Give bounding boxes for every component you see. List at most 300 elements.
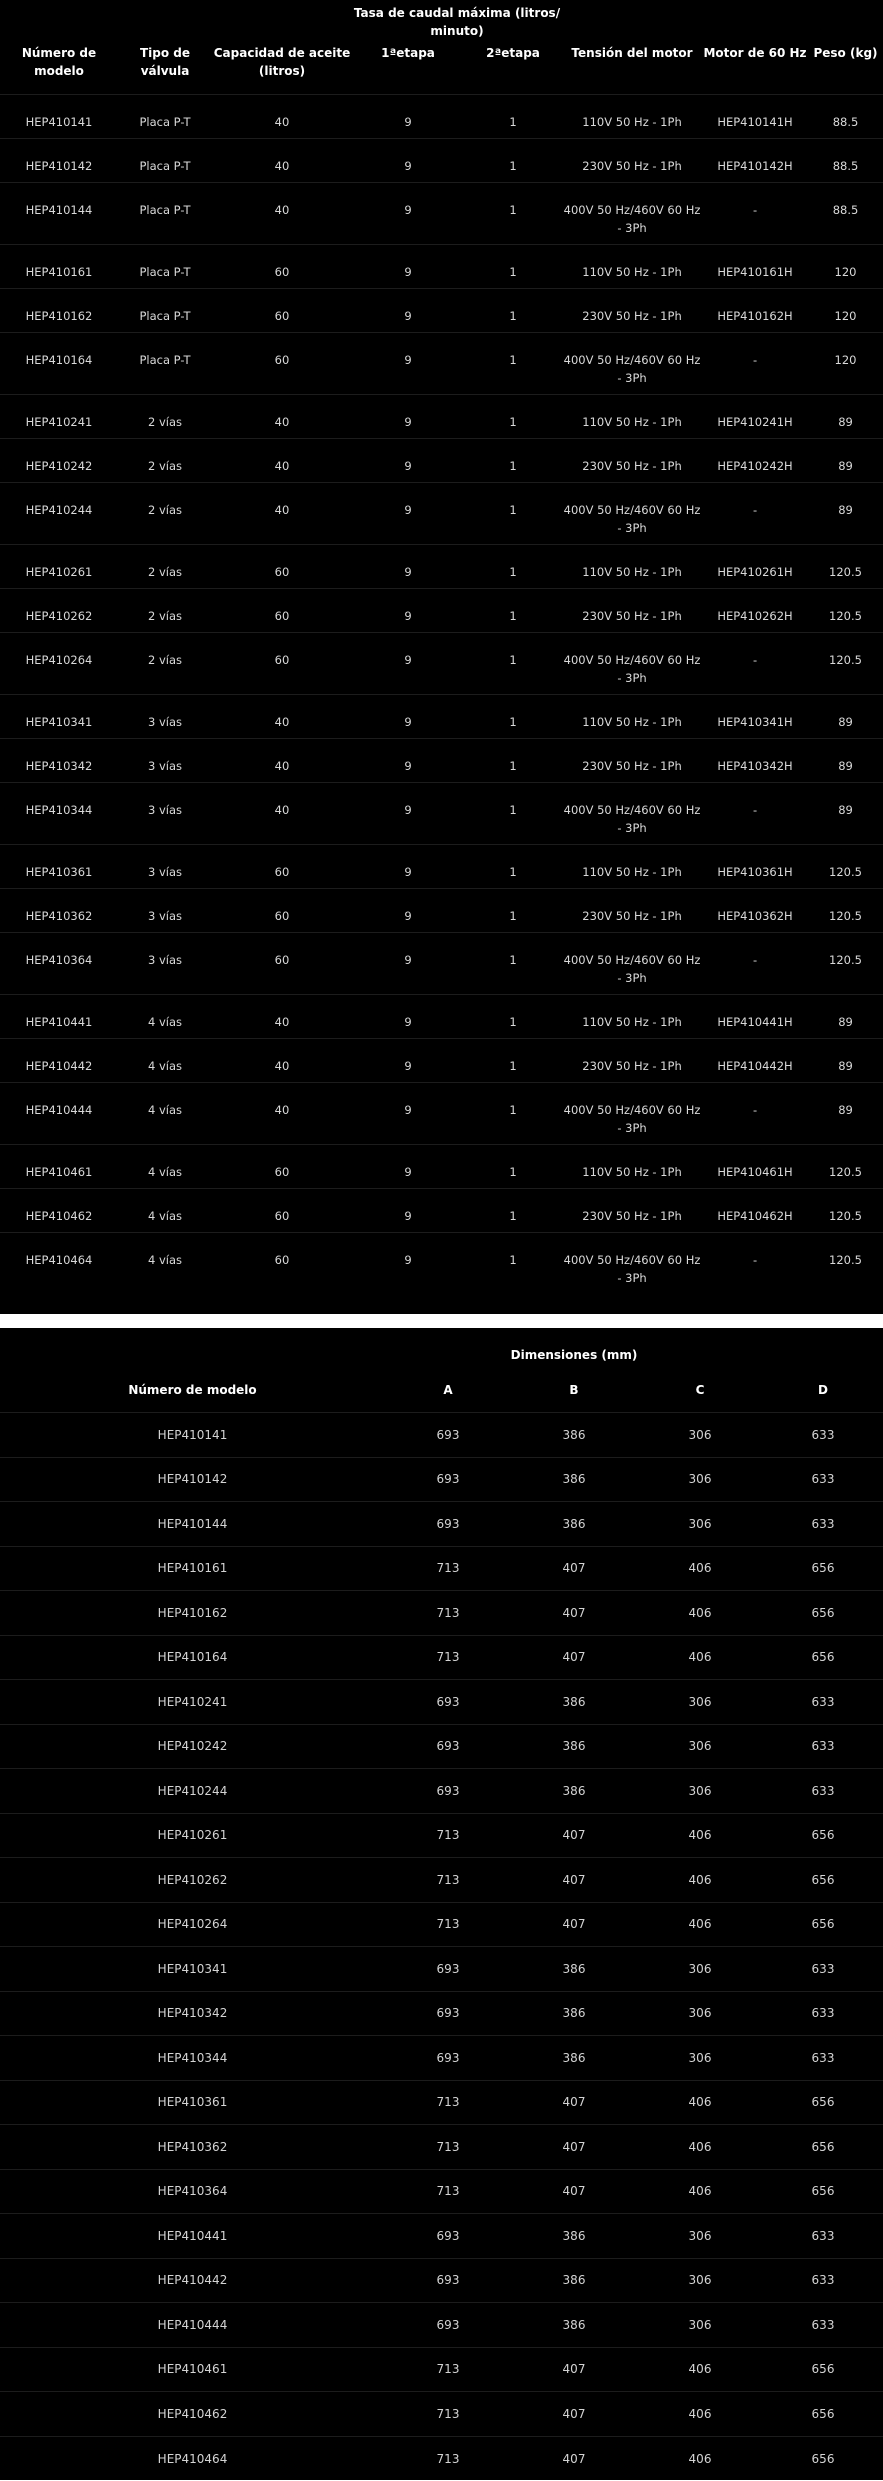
cell-model: HEP410361 — [157, 2095, 228, 2110]
cell-valve: 2 vías — [147, 459, 182, 473]
table-row — [0, 2303, 883, 2348]
cell-b: 407 — [562, 1828, 586, 1843]
cell-a: 713 — [436, 1872, 460, 1887]
cell-oil: 40 — [274, 1015, 290, 1029]
cell-c: 406 — [688, 1605, 712, 1620]
cell-c: 306 — [688, 2050, 712, 2065]
cell-stage2: 1 — [509, 503, 517, 517]
cell-valve: 2 vías — [147, 653, 182, 667]
table-row — [0, 483, 883, 545]
cell-model: HEP410161 — [25, 265, 93, 279]
cell-oil: 60 — [274, 909, 290, 923]
cell-weight: 89 — [838, 759, 853, 773]
cell-oil: 40 — [274, 159, 290, 173]
cell-stage1: 9 — [404, 203, 412, 217]
cell-weight: 88.5 — [832, 115, 859, 129]
cell-stage1: 9 — [404, 415, 412, 429]
cell-stage2: 1 — [509, 415, 517, 429]
cell-weight: 88.5 — [832, 159, 859, 173]
table-row — [0, 1233, 883, 1295]
cell-weight: 89 — [838, 1103, 853, 1117]
cell-stage1: 9 — [404, 159, 412, 173]
cell-d: 656 — [811, 1828, 835, 1843]
dimensions-table — [0, 1328, 883, 2481]
cell-motor60: - — [752, 353, 758, 367]
cell-voltage: 400V 50 Hz/460V 60 Hz - 3Ph — [563, 353, 701, 385]
cell-stage1: 9 — [404, 653, 412, 667]
cell-weight: 120 — [834, 309, 857, 323]
cell-model: HEP410144 — [25, 203, 93, 217]
table-row — [0, 1189, 883, 1233]
cell-a: 693 — [436, 2317, 460, 2332]
cell-motor60: HEP410262H — [717, 609, 793, 623]
flow-rate-group-header: Tasa de caudal máxima (litros/ minuto) — [353, 6, 561, 38]
cell-model: HEP410162 — [157, 1605, 228, 1620]
cell-motor60: HEP410361H — [717, 865, 793, 879]
cell-stage2: 1 — [509, 203, 517, 217]
cell-oil: 60 — [274, 565, 290, 579]
cell-motor60: HEP410362H — [717, 909, 793, 923]
cell-motor60: HEP410342H — [717, 759, 793, 773]
cell-oil: 40 — [274, 459, 290, 473]
cell-motor60: HEP410162H — [717, 309, 793, 323]
cell-model: HEP410362 — [157, 2139, 228, 2154]
table-row — [0, 739, 883, 783]
cell-oil: 40 — [274, 115, 290, 129]
col-header-a: A — [443, 1383, 453, 1397]
cell-oil: 40 — [274, 715, 290, 729]
cell-model: HEP410242 — [25, 459, 93, 473]
table-row — [0, 289, 883, 333]
cell-model: HEP410164 — [25, 353, 93, 367]
cell-b: 407 — [562, 1605, 586, 1620]
cell-valve: 4 vías — [147, 1015, 182, 1029]
col-header-oil: Capacidad de aceite (litros) — [213, 46, 351, 78]
cell-c: 406 — [688, 1828, 712, 1843]
cell-model: HEP410462 — [157, 2406, 228, 2421]
cell-d: 656 — [811, 1561, 835, 1576]
cell-a: 693 — [436, 2006, 460, 2021]
cell-stage2: 1 — [509, 159, 517, 173]
cell-model: HEP410444 — [157, 2317, 228, 2332]
cell-model: HEP410444 — [25, 1103, 93, 1117]
cell-b: 407 — [562, 2362, 586, 2377]
cell-stage1: 9 — [404, 353, 412, 367]
cell-model: HEP410244 — [25, 503, 93, 517]
cell-oil: 40 — [274, 803, 290, 817]
table-row — [0, 1413, 883, 1458]
cell-voltage: 400V 50 Hz/460V 60 Hz - 3Ph — [563, 203, 701, 235]
cell-oil: 40 — [274, 759, 290, 773]
cell-motor60: - — [752, 653, 758, 667]
cell-voltage: 400V 50 Hz/460V 60 Hz - 3Ph — [563, 803, 701, 835]
cell-oil: 60 — [274, 1165, 290, 1179]
cell-b: 407 — [562, 1561, 586, 1576]
cell-model: HEP410141 — [25, 115, 93, 129]
table-row — [0, 183, 883, 245]
col-header-model: Número de modelo — [128, 1383, 257, 1397]
cell-motor60: HEP410242H — [717, 459, 793, 473]
cell-stage1: 9 — [404, 115, 412, 129]
cell-model: HEP410442 — [157, 2273, 228, 2288]
cell-d: 633 — [811, 2228, 835, 2243]
cell-stage2: 1 — [509, 1103, 517, 1117]
cell-b: 407 — [562, 2184, 586, 2199]
dimensions-group-header: Dimensiones (mm) — [510, 1348, 638, 1362]
table-row — [0, 439, 883, 483]
cell-model: HEP410261 — [25, 565, 93, 579]
cell-stage1: 9 — [404, 953, 412, 967]
cell-stage2: 1 — [509, 953, 517, 967]
cell-voltage: 230V 50 Hz - 1Ph — [582, 459, 682, 473]
cell-valve: 3 vías — [147, 909, 182, 923]
cell-valve: 3 vías — [147, 865, 182, 879]
cell-valve: 4 vías — [147, 1103, 182, 1117]
dimensions-panel — [0, 1328, 883, 2480]
cell-b: 386 — [562, 1961, 586, 1976]
cell-a: 693 — [436, 1427, 460, 1442]
table-row — [0, 545, 883, 589]
specs-table-body — [0, 95, 883, 1295]
cell-model: HEP410262 — [25, 609, 93, 623]
table-row — [0, 1724, 883, 1769]
cell-voltage: 230V 50 Hz - 1Ph — [582, 909, 682, 923]
cell-oil: 60 — [274, 353, 290, 367]
cell-stage1: 9 — [404, 1253, 412, 1267]
cell-oil: 60 — [274, 1209, 290, 1223]
table-row — [0, 2436, 883, 2481]
cell-d: 656 — [811, 2451, 835, 2466]
table-row — [0, 2258, 883, 2303]
col-header-voltage: Tensión del motor — [571, 46, 693, 60]
cell-stage2: 1 — [509, 115, 517, 129]
cell-stage1: 9 — [404, 803, 412, 817]
cell-d: 656 — [811, 2184, 835, 2199]
table-row — [0, 1502, 883, 1547]
cell-d: 633 — [811, 1739, 835, 1754]
cell-oil: 40 — [274, 1103, 290, 1117]
cell-model: HEP410464 — [25, 1253, 93, 1267]
table-row — [0, 889, 883, 933]
cell-stage2: 1 — [509, 803, 517, 817]
cell-motor60: HEP410461H — [717, 1165, 793, 1179]
cell-d: 656 — [811, 2095, 835, 2110]
cell-oil: 40 — [274, 415, 290, 429]
col-header-stage2: 2ªetapa — [486, 46, 540, 60]
col-header-d: D — [818, 1383, 828, 1397]
cell-d: 656 — [811, 1917, 835, 1932]
cell-oil: 60 — [274, 609, 290, 623]
cell-valve: 4 vías — [147, 1209, 182, 1223]
cell-weight: 120 — [834, 353, 857, 367]
cell-b: 386 — [562, 1739, 586, 1754]
cell-model: HEP410142 — [25, 159, 93, 173]
cell-valve: 3 vías — [147, 803, 182, 817]
cell-c: 306 — [688, 2228, 712, 2243]
cell-valve: 2 vías — [147, 415, 182, 429]
cell-model: HEP410342 — [25, 759, 93, 773]
cell-a: 713 — [436, 2406, 460, 2421]
table-row — [0, 1858, 883, 1903]
cell-voltage: 230V 50 Hz - 1Ph — [582, 309, 682, 323]
cell-a: 713 — [436, 2184, 460, 2199]
table-row — [0, 633, 883, 695]
col-header-stage1: 1ªetapa — [381, 46, 435, 60]
cell-c: 306 — [688, 1739, 712, 1754]
cell-oil: 40 — [274, 203, 290, 217]
cell-valve: Placa P-T — [139, 203, 191, 217]
cell-model: HEP410244 — [157, 1783, 228, 1798]
cell-motor60: HEP410241H — [717, 415, 793, 429]
cell-d: 633 — [811, 1961, 835, 1976]
cell-stage2: 1 — [509, 1165, 517, 1179]
cell-c: 406 — [688, 2184, 712, 2199]
cell-model: HEP410162 — [25, 309, 93, 323]
cell-a: 693 — [436, 2228, 460, 2243]
cell-d: 656 — [811, 2406, 835, 2421]
cell-b: 407 — [562, 1872, 586, 1887]
cell-weight: 89 — [838, 459, 853, 473]
table-row — [0, 933, 883, 995]
cell-valve: 4 vías — [147, 1059, 182, 1073]
cell-model: HEP410342 — [157, 2006, 228, 2021]
cell-weight: 120.5 — [829, 1209, 862, 1223]
cell-motor60: HEP410462H — [717, 1209, 793, 1223]
col-header-weight: Peso (kg) — [813, 46, 878, 60]
cell-stage1: 9 — [404, 565, 412, 579]
cell-stage1: 9 — [404, 1015, 412, 1029]
cell-c: 406 — [688, 2095, 712, 2110]
cell-stage2: 1 — [509, 1059, 517, 1073]
cell-stage2: 1 — [509, 609, 517, 623]
table-row — [0, 139, 883, 183]
cell-voltage: 110V 50 Hz - 1Ph — [582, 865, 682, 879]
cell-a: 713 — [436, 2139, 460, 2154]
table-row — [0, 1591, 883, 1636]
cell-d: 633 — [811, 2050, 835, 2065]
cell-model: HEP410242 — [157, 1739, 228, 1754]
cell-stage2: 1 — [509, 653, 517, 667]
cell-stage2: 1 — [509, 909, 517, 923]
cell-voltage: 230V 50 Hz - 1Ph — [582, 609, 682, 623]
cell-oil: 60 — [274, 265, 290, 279]
cell-d: 656 — [811, 2139, 835, 2154]
cell-model: HEP410364 — [157, 2184, 228, 2199]
cell-b: 386 — [562, 2273, 586, 2288]
cell-stage1: 9 — [404, 503, 412, 517]
cell-d: 656 — [811, 1605, 835, 1620]
table-row — [0, 1813, 883, 1858]
col-header-model: Número de modelo — [21, 46, 97, 78]
cell-b: 386 — [562, 1516, 586, 1531]
cell-model: HEP410261 — [157, 1828, 228, 1843]
cell-voltage: 400V 50 Hz/460V 60 Hz - 3Ph — [563, 1253, 701, 1285]
cell-d: 633 — [811, 1783, 835, 1798]
cell-d: 656 — [811, 1872, 835, 1887]
cell-c: 306 — [688, 2006, 712, 2021]
cell-valve: 4 vías — [147, 1253, 182, 1267]
col-header-b: B — [569, 1383, 579, 1397]
cell-model: HEP410362 — [25, 909, 93, 923]
cell-stage1: 9 — [404, 1059, 412, 1073]
cell-c: 406 — [688, 1650, 712, 1665]
cell-stage1: 9 — [404, 909, 412, 923]
cell-model: HEP410142 — [157, 1472, 228, 1487]
cell-model: HEP410264 — [25, 653, 93, 667]
cell-model: HEP410161 — [157, 1561, 228, 1576]
cell-model: HEP410241 — [157, 1694, 228, 1709]
cell-a: 713 — [436, 1605, 460, 1620]
cell-voltage: 400V 50 Hz/460V 60 Hz - 3Ph — [563, 653, 701, 685]
table-row — [0, 333, 883, 395]
cell-c: 406 — [688, 1561, 712, 1576]
cell-model: HEP410442 — [25, 1059, 93, 1073]
col-header-valve: Tipo de válvula — [139, 46, 191, 78]
cell-valve: 2 vías — [147, 609, 182, 623]
cell-b: 407 — [562, 2095, 586, 2110]
cell-valve: 3 vías — [147, 715, 182, 729]
cell-stage1: 9 — [404, 865, 412, 879]
cell-weight: 120.5 — [829, 865, 862, 879]
table-row — [0, 783, 883, 845]
cell-stage2: 1 — [509, 715, 517, 729]
cell-weight: 120.5 — [829, 1253, 862, 1267]
table-row — [0, 395, 883, 439]
table-row — [0, 2036, 883, 2081]
cell-oil: 40 — [274, 1059, 290, 1073]
table-row — [0, 589, 883, 633]
cell-stage2: 1 — [509, 265, 517, 279]
cell-a: 713 — [436, 1561, 460, 1576]
cell-c: 306 — [688, 1783, 712, 1798]
cell-motor60: - — [752, 1253, 758, 1267]
cell-valve: Placa P-T — [139, 353, 191, 367]
table-row — [0, 1083, 883, 1145]
cell-voltage: 230V 50 Hz - 1Ph — [582, 159, 682, 173]
cell-b: 407 — [562, 2139, 586, 2154]
cell-a: 693 — [436, 1694, 460, 1709]
cell-c: 406 — [688, 2362, 712, 2377]
cell-c: 306 — [688, 1427, 712, 1442]
cell-weight: 89 — [838, 715, 853, 729]
cell-model: HEP410341 — [25, 715, 93, 729]
cell-model: HEP410364 — [25, 953, 93, 967]
cell-b: 386 — [562, 1694, 586, 1709]
cell-stage1: 9 — [404, 459, 412, 473]
col-header-c: C — [695, 1383, 705, 1397]
cell-c: 406 — [688, 1872, 712, 1887]
cell-weight: 89 — [838, 1059, 853, 1073]
cell-c: 406 — [688, 2451, 712, 2466]
cell-model: HEP410441 — [25, 1015, 93, 1029]
cell-valve: 3 vías — [147, 759, 182, 773]
cell-valve: 2 vías — [147, 503, 182, 517]
cell-a: 713 — [436, 1828, 460, 1843]
table-row — [0, 1145, 883, 1189]
cell-weight: 89 — [838, 415, 853, 429]
cell-a: 713 — [436, 1650, 460, 1665]
cell-b: 386 — [562, 2050, 586, 2065]
cell-d: 633 — [811, 1516, 835, 1531]
cell-c: 406 — [688, 1917, 712, 1932]
cell-motor60: HEP410261H — [717, 565, 793, 579]
cell-motor60: HEP410141H — [717, 115, 793, 129]
cell-motor60: - — [752, 203, 758, 217]
cell-voltage: 110V 50 Hz - 1Ph — [582, 715, 682, 729]
cell-valve: 4 vías — [147, 1165, 182, 1179]
table-row — [0, 995, 883, 1039]
cell-b: 386 — [562, 2228, 586, 2243]
cell-motor60: - — [752, 503, 758, 517]
cell-a: 693 — [436, 1961, 460, 1976]
cell-stage1: 9 — [404, 1165, 412, 1179]
cell-stage2: 1 — [509, 759, 517, 773]
table-row — [0, 845, 883, 889]
cell-b: 407 — [562, 1650, 586, 1665]
cell-a: 693 — [436, 2050, 460, 2065]
cell-motor60: HEP410442H — [717, 1059, 793, 1073]
cell-stage1: 9 — [404, 759, 412, 773]
cell-b: 386 — [562, 1427, 586, 1442]
cell-motor60: - — [752, 1103, 758, 1117]
cell-a: 693 — [436, 1783, 460, 1798]
cell-valve: Placa P-T — [139, 309, 191, 323]
cell-model: HEP410464 — [157, 2451, 228, 2466]
cell-model: HEP410344 — [25, 803, 93, 817]
cell-weight: 89 — [838, 1015, 853, 1029]
cell-b: 386 — [562, 1783, 586, 1798]
cell-model: HEP410462 — [25, 1209, 93, 1223]
cell-stage2: 1 — [509, 865, 517, 879]
cell-stage1: 9 — [404, 715, 412, 729]
cell-model: HEP410241 — [25, 415, 93, 429]
cell-voltage: 230V 50 Hz - 1Ph — [582, 1209, 682, 1223]
cell-weight: 120.5 — [829, 909, 862, 923]
cell-stage1: 9 — [404, 309, 412, 323]
cell-weight: 120.5 — [829, 953, 862, 967]
cell-weight: 120.5 — [829, 565, 862, 579]
cell-a: 713 — [436, 2451, 460, 2466]
cell-stage2: 1 — [509, 1253, 517, 1267]
cell-c: 306 — [688, 2317, 712, 2332]
table-row — [0, 1546, 883, 1591]
table-row — [0, 1947, 883, 1992]
table-row — [0, 1902, 883, 1947]
cell-stage2: 1 — [509, 353, 517, 367]
table-row — [0, 2214, 883, 2259]
cell-b: 386 — [562, 2317, 586, 2332]
cell-voltage: 110V 50 Hz - 1Ph — [582, 1165, 682, 1179]
cell-d: 656 — [811, 1650, 835, 1665]
cell-voltage: 110V 50 Hz - 1Ph — [582, 415, 682, 429]
cell-oil: 60 — [274, 653, 290, 667]
cell-a: 693 — [436, 1472, 460, 1487]
table-row — [0, 1457, 883, 1502]
cell-stage2: 1 — [509, 565, 517, 579]
cell-motor60: - — [752, 803, 758, 817]
cell-weight: 120.5 — [829, 609, 862, 623]
cell-b: 386 — [562, 1472, 586, 1487]
cell-a: 713 — [436, 2095, 460, 2110]
cell-model: HEP410262 — [157, 1872, 228, 1887]
table-row — [0, 695, 883, 739]
cell-a: 713 — [436, 2362, 460, 2377]
cell-model: HEP410461 — [157, 2362, 228, 2377]
cell-voltage: 230V 50 Hz - 1Ph — [582, 759, 682, 773]
cell-model: HEP410341 — [157, 1961, 228, 1976]
cell-c: 306 — [688, 1516, 712, 1531]
cell-voltage: 110V 50 Hz - 1Ph — [582, 265, 682, 279]
